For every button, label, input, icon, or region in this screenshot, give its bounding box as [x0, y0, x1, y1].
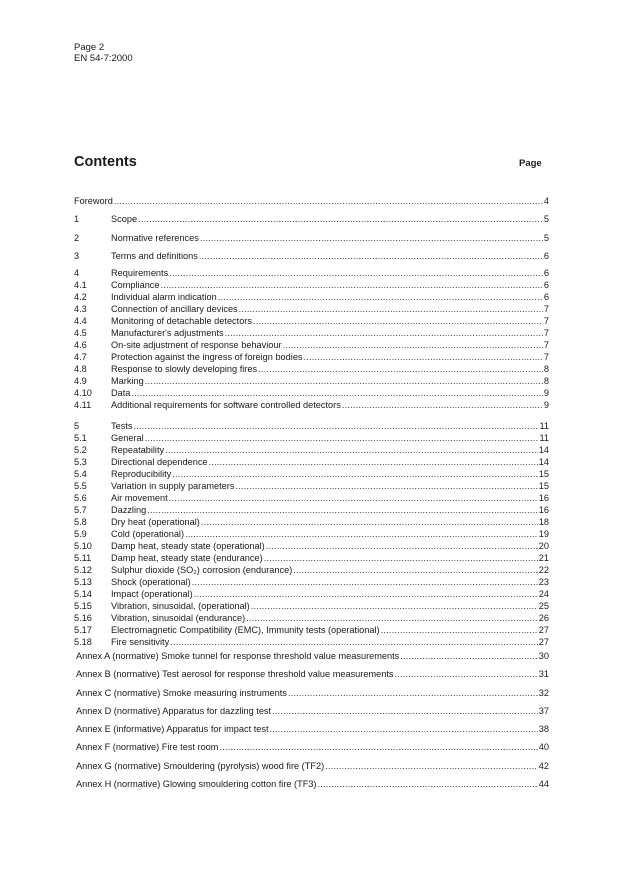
- entry-title: Terms and definitions: [111, 251, 198, 261]
- dot-leader: [201, 516, 538, 528]
- section-number: 5.4: [74, 469, 87, 479]
- section-number: 4.3: [74, 304, 87, 314]
- toc-entry: [74, 195, 549, 207]
- entry-title: Additional requirements for software controlled detectors: [111, 400, 341, 410]
- entry-title: Repeatability: [111, 445, 165, 455]
- dot-leader: [270, 723, 538, 735]
- section-number: 4.4: [74, 316, 87, 326]
- section-number: 5.17: [74, 625, 92, 635]
- dot-leader: [325, 760, 538, 772]
- dot-leader: [170, 636, 538, 648]
- toc-entry: [74, 250, 549, 262]
- section-number: 5.9: [74, 529, 87, 539]
- dot-leader: [172, 468, 538, 480]
- dot-leader: [169, 492, 538, 504]
- dot-leader: [114, 195, 543, 207]
- dot-leader: [272, 705, 538, 717]
- entry-title: Compliance: [111, 280, 160, 290]
- dot-leader: [199, 250, 543, 262]
- dot-leader: [161, 279, 543, 291]
- entry-title: Monitoring of detachable detectors: [111, 316, 252, 326]
- dot-leader: [288, 687, 538, 699]
- page-number: 37: [538, 706, 549, 716]
- page-number: 21: [538, 553, 549, 563]
- section-number: 4: [74, 268, 80, 278]
- toc-entry: [74, 339, 549, 351]
- page-number: 31: [538, 669, 549, 679]
- dot-leader: [304, 351, 543, 363]
- entry-title: Annex A (normative) Smoke tunnel for response threshold value measurements: [76, 651, 400, 661]
- page-number: 7: [543, 340, 549, 350]
- page-number: 16: [538, 493, 549, 503]
- page-number: 7: [543, 304, 549, 314]
- dot-leader: [239, 303, 543, 315]
- page-number: 30: [538, 651, 549, 661]
- section-number: 4.10: [74, 388, 92, 398]
- page-number: 44: [538, 779, 549, 789]
- toc-entry: [74, 636, 549, 648]
- section-number: 4.7: [74, 352, 87, 362]
- toc-entry: [74, 213, 549, 225]
- entry-title: Annex F (normative) Fire test room: [76, 742, 219, 752]
- page-number: 6: [543, 280, 549, 290]
- dot-leader: [200, 232, 543, 244]
- entry-title: Cold (operational): [111, 529, 185, 539]
- page-number: 6: [543, 292, 549, 302]
- dot-leader: [225, 327, 543, 339]
- section-number: 5.8: [74, 517, 87, 527]
- dot-leader: [342, 399, 543, 411]
- toc-entry: [74, 327, 549, 339]
- entry-title: Impact (operational): [111, 589, 193, 599]
- entry-title: Marking: [111, 376, 144, 386]
- section-number: 5: [74, 421, 80, 431]
- dot-leader: [169, 267, 543, 279]
- page-number: 24: [538, 589, 549, 599]
- dot-leader: [264, 552, 538, 564]
- section-number: 4.11: [74, 400, 92, 410]
- section-number: 5.18: [74, 637, 92, 647]
- dot-leader: [192, 576, 538, 588]
- annex-entry: [74, 668, 549, 680]
- document-id: EN 54-7:2000: [74, 53, 133, 64]
- entry-title: Dazzling: [111, 505, 147, 515]
- page-number: 6: [543, 251, 549, 261]
- toc-entry: [74, 351, 549, 363]
- entry-title: Protection against the ingress of foreign bodies: [111, 352, 303, 362]
- toc-entry: [74, 600, 549, 612]
- entry-title: Variation in supply parameters: [111, 481, 235, 491]
- entry-title: Requirements: [111, 268, 169, 278]
- section-number: 4.2: [74, 292, 87, 302]
- toc-entry: [74, 291, 549, 303]
- page-number: 11: [539, 433, 549, 443]
- annex-entry: [74, 705, 549, 717]
- dot-leader: [318, 778, 538, 790]
- dot-leader: [218, 291, 543, 303]
- section-number: 3: [74, 251, 80, 261]
- entry-title: Fire sensitivity: [111, 637, 170, 647]
- page-number: 7: [543, 352, 549, 362]
- entry-title: Annex D (normative) Apparatus for dazzling test: [76, 706, 272, 716]
- annex-entry: [74, 760, 549, 772]
- page-number: 18: [538, 517, 549, 527]
- toc-entry: [74, 480, 549, 492]
- toc-entry: [74, 279, 549, 291]
- dot-leader: [266, 540, 538, 552]
- entry-title: Shock (operational): [111, 577, 191, 587]
- toc-entry: [74, 612, 549, 624]
- page-number: 15: [538, 469, 549, 479]
- annex-entry: [74, 741, 549, 753]
- toc-entry: [74, 387, 549, 399]
- toc-entry: [74, 624, 549, 636]
- toc-entry: [74, 516, 549, 528]
- section-number: 4.9: [74, 376, 87, 386]
- annex-entry: [74, 650, 549, 662]
- dot-leader: [258, 363, 543, 375]
- toc-entry: [74, 540, 549, 552]
- page-number: 42: [538, 761, 549, 771]
- toc-entry: [74, 492, 549, 504]
- page-number: 11: [539, 421, 549, 431]
- dot-leader: [381, 624, 538, 636]
- section-number: 5.12: [74, 565, 92, 575]
- page-number: 14: [538, 445, 549, 455]
- entry-title: Scope: [111, 214, 138, 224]
- dot-leader: [138, 213, 543, 225]
- toc-entry: [74, 232, 549, 244]
- entry-title: Manufacturer's adjustments: [111, 328, 224, 338]
- section-number: 5.5: [74, 481, 87, 491]
- entry-title: Vibration, sinusoidal, (operational): [111, 601, 250, 611]
- section-number: 5.16: [74, 613, 92, 623]
- entry-title: Annex C (normative) Smoke measuring instruments: [76, 688, 287, 698]
- section-number: 5.7: [74, 505, 87, 515]
- entry-title: Annex B (normative) Test aerosol for response threshold value measurements: [76, 669, 394, 679]
- entry-title: Annex G (normative) Smouldering (pyrolysis) wood fire (TF2): [76, 761, 325, 771]
- dot-leader: [209, 456, 538, 468]
- page-number: 16: [538, 505, 549, 515]
- page-number: 19: [538, 529, 549, 539]
- toc-entry: [74, 468, 549, 480]
- section-number: 5.1: [74, 433, 87, 443]
- dot-leader: [293, 564, 537, 576]
- page-number: 38: [538, 724, 549, 734]
- page-number: 40: [538, 742, 549, 752]
- entry-title: Annex H (normative) Glowing smouldering cotton fire (TF3): [76, 779, 317, 789]
- section-number: 4.8: [74, 364, 87, 374]
- dot-leader: [185, 528, 538, 540]
- entry-title: On-site adjustment of response behaviour: [111, 340, 282, 350]
- section-number: 4.6: [74, 340, 87, 350]
- section-number: 4.1: [74, 280, 87, 290]
- section-number: 5.15: [74, 601, 92, 611]
- page-header: [74, 42, 133, 64]
- page-number: 23: [538, 577, 549, 587]
- toc-entry: [74, 576, 549, 588]
- page-column-label: Page: [519, 158, 542, 169]
- page-number: 5: [543, 233, 549, 243]
- entry-title: Vibration, sinusoidal (endurance): [111, 613, 246, 623]
- section-number: 5.13: [74, 577, 92, 587]
- toc-entry: [74, 552, 549, 564]
- section-number: 5.10: [74, 541, 92, 551]
- dot-leader: [253, 315, 543, 327]
- toc-entry: [74, 267, 549, 279]
- annex-entry: [74, 778, 549, 790]
- toc-entry: [74, 528, 549, 540]
- entry-title: Tests: [111, 421, 133, 431]
- dot-leader: [147, 504, 538, 516]
- section-number: 5.11: [74, 553, 92, 563]
- dot-leader: [394, 668, 537, 680]
- toc-entry: [74, 315, 549, 327]
- toc-entry: [74, 444, 549, 456]
- entry-title: Damp heat, steady state (operational): [111, 541, 265, 551]
- dot-leader: [235, 480, 537, 492]
- dot-leader: [133, 420, 538, 432]
- dot-leader: [246, 612, 538, 624]
- page-number: 15: [538, 481, 549, 491]
- page-number: 27: [538, 637, 549, 647]
- section-number: 5.3: [74, 457, 87, 467]
- entry-title: Sulphur dioxide (SO₂) corrosion (endurance): [111, 565, 293, 575]
- toc-entry: [74, 420, 549, 432]
- page-number: 7: [543, 328, 549, 338]
- page-number: 20: [538, 541, 549, 551]
- page-number: 25: [538, 601, 549, 611]
- page-number: 4: [543, 196, 549, 206]
- dot-leader: [131, 387, 542, 399]
- entry-title: General: [111, 433, 144, 443]
- dot-leader: [194, 588, 538, 600]
- page-number: 26: [538, 613, 549, 623]
- toc-entry: [74, 564, 549, 576]
- page-number: 8: [543, 376, 549, 386]
- entry-title: Normative references: [111, 233, 199, 243]
- entry-title: Reproducibility: [111, 469, 172, 479]
- annex-entry: [74, 723, 549, 735]
- page-number: 14: [538, 457, 549, 467]
- page-number: 27: [538, 625, 549, 635]
- entry-title: Air movement: [111, 493, 168, 503]
- entry-title: Response to slowly developing fires: [111, 364, 258, 374]
- section-number: 5.6: [74, 493, 87, 503]
- toc-entry: [74, 303, 549, 315]
- dot-leader: [251, 600, 538, 612]
- entry-title: Connection of ancillary devices: [111, 304, 238, 314]
- toc-entry: [74, 456, 549, 468]
- toc-entry: [74, 588, 549, 600]
- page-number: 5: [543, 214, 549, 224]
- entry-title: Data: [111, 388, 131, 398]
- page-number: 8: [543, 364, 549, 374]
- entry-title: Electromagnetic Compatibility (EMC), Immunity tests (operational): [111, 625, 380, 635]
- toc-entry: [74, 504, 549, 516]
- entry-title: Foreword: [74, 196, 113, 206]
- dot-leader: [145, 432, 539, 444]
- section-number: 1: [74, 214, 80, 224]
- page-number: 9: [543, 400, 549, 410]
- dot-leader: [400, 650, 538, 662]
- dot-leader: [145, 375, 543, 387]
- toc-entry: [74, 432, 549, 444]
- page-number: 7: [543, 316, 549, 326]
- toc-entry: [74, 399, 549, 411]
- entry-title: Directional dependence: [111, 457, 208, 467]
- entry-title: Individual alarm indication: [111, 292, 217, 302]
- entry-title: Dry heat (operational): [111, 517, 200, 527]
- annex-entry: [74, 687, 549, 699]
- page-number-label: Page 2: [74, 42, 105, 53]
- page-number: 22: [538, 565, 549, 575]
- dot-leader: [283, 339, 543, 351]
- dot-leader: [219, 741, 537, 753]
- page-number: 32: [538, 688, 549, 698]
- section-number: 4.5: [74, 328, 87, 338]
- entry-title: Damp heat, steady state (endurance): [111, 553, 263, 563]
- toc-entry: [74, 375, 549, 387]
- page-number: 9: [543, 388, 549, 398]
- toc-entry: [74, 363, 549, 375]
- contents-title: Contents: [74, 154, 137, 170]
- dot-leader: [165, 444, 538, 456]
- page-number: 6: [543, 268, 549, 278]
- section-number: 2: [74, 233, 80, 243]
- entry-title: Annex E (informative) Apparatus for impact test: [76, 724, 269, 734]
- section-number: 5.14: [74, 589, 92, 599]
- section-number: 5.2: [74, 445, 87, 455]
